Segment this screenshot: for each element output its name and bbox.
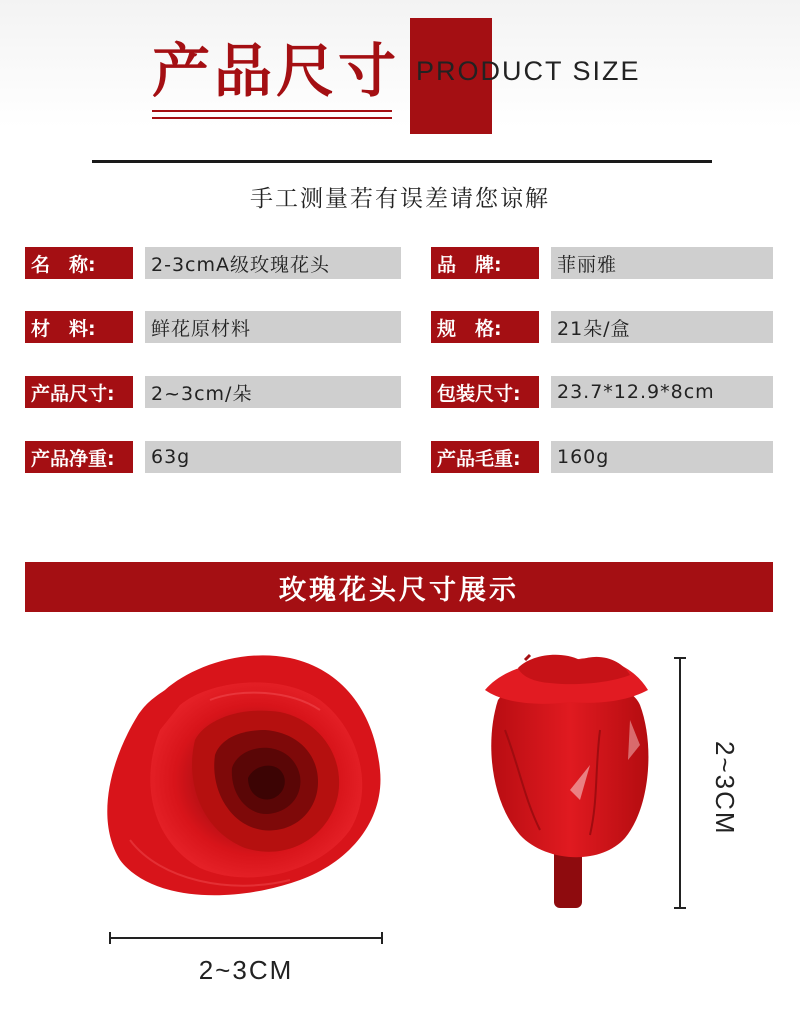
spec-value: 2-3cmA级玫瑰花头 <box>145 247 401 279</box>
measurement-note: 手工测量若有误差请您谅解 <box>250 186 550 212</box>
spec-row-spec <box>431 311 773 343</box>
spec-label: 品 牌: <box>431 247 539 279</box>
spec-value: 160g <box>551 441 773 473</box>
rose-side-view <box>485 655 648 908</box>
spec-row-product-size <box>25 376 401 408</box>
spec-separator <box>539 441 551 473</box>
page-title-english: PRODUCT SIZE <box>416 56 641 86</box>
spec-label: 产品毛重: <box>431 441 539 473</box>
title-underline <box>152 110 392 119</box>
header-divider <box>92 160 712 163</box>
spec-label: 产品尺寸: <box>25 376 133 408</box>
horizontal-dimension-line <box>110 932 382 944</box>
spec-label: 材 料: <box>25 311 133 343</box>
spec-separator <box>133 376 145 408</box>
spec-label: 包装尺寸: <box>431 376 539 408</box>
spec-value: 21朵/盒 <box>551 311 773 343</box>
section-title: 玫瑰花头尺寸展示 <box>25 562 773 612</box>
spec-separator <box>133 441 145 473</box>
spec-separator <box>539 311 551 343</box>
spec-row-gross-weight <box>431 441 773 473</box>
spec-separator <box>133 247 145 279</box>
spec-separator <box>133 311 145 343</box>
horizontal-dimension-label: 2~3CM <box>198 955 294 985</box>
spec-label: 名 称: <box>25 247 133 279</box>
spec-value: 菲丽雅 <box>551 247 773 279</box>
vertical-dimension-label: 2~3CM <box>710 740 740 836</box>
spec-row-name <box>25 247 401 279</box>
spec-row-brand <box>431 247 773 279</box>
spec-label: 规 格: <box>431 311 539 343</box>
spec-row-material <box>25 311 401 343</box>
spec-label: 产品净重: <box>25 441 133 473</box>
rose-top-view <box>107 655 380 895</box>
vertical-dimension-line <box>674 658 686 908</box>
spec-value: 23.7*12.9*8cm <box>551 376 773 408</box>
spec-value: 鲜花原材料 <box>145 311 401 343</box>
page-title: 产品尺寸 <box>152 37 401 105</box>
spec-value: 63g <box>145 441 401 473</box>
spec-row-package-size <box>431 376 773 408</box>
spec-value: 2~3cm/朵 <box>145 376 401 408</box>
spec-row-net-weight <box>25 441 401 473</box>
spec-separator <box>539 376 551 408</box>
spec-separator <box>539 247 551 279</box>
